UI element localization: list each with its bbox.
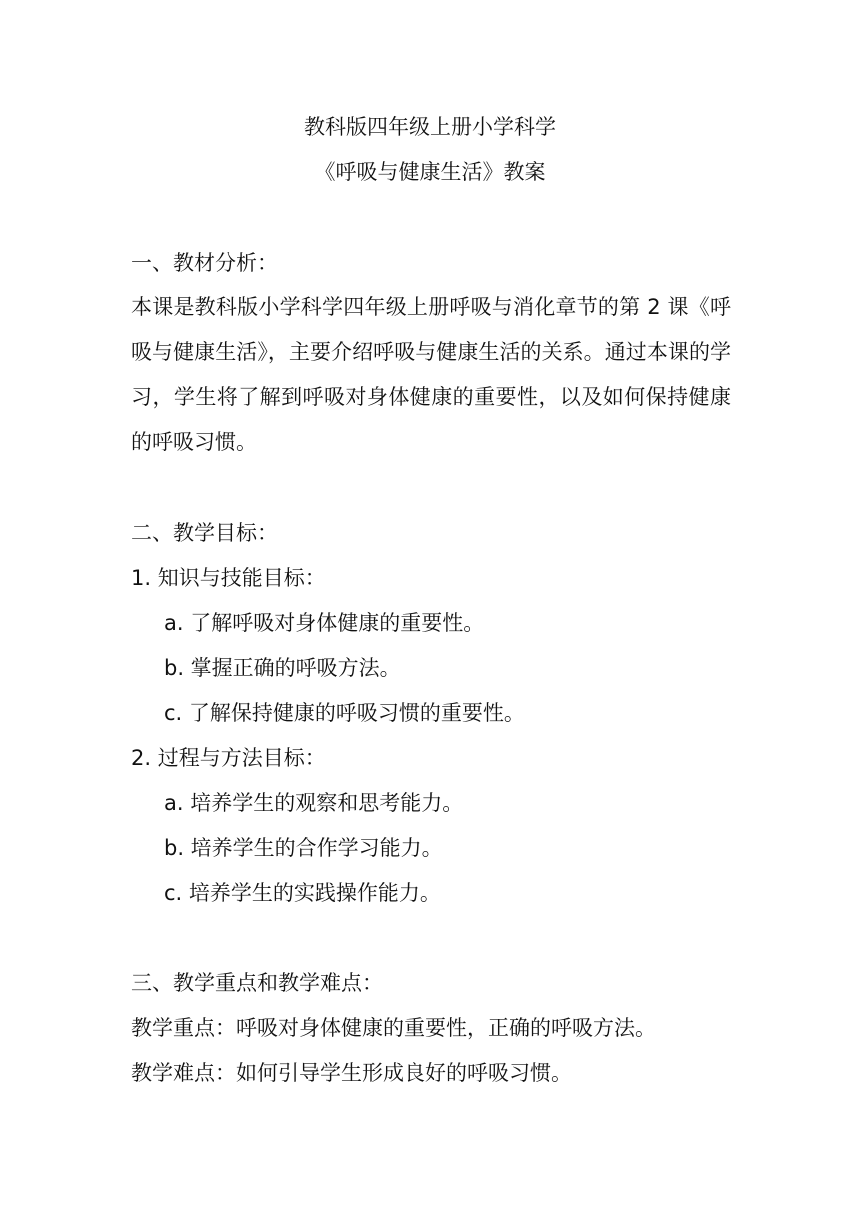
goal-knowledge-item-a: a. 了解呼吸对身体健康的重要性。 [164,611,485,635]
goal-knowledge-item-b: b. 掌握正确的呼吸方法。 [164,656,401,680]
goal-process-item-a: a. 培养学生的观察和思考能力。 [164,791,464,815]
section-heading-key-points: 三、教学重点和教学难点： [131,971,383,995]
teaching-key-point: 教学重点：呼吸对身体健康的重要性，正确的呼吸方法。 [131,1016,656,1040]
section-heading-goals: 二、教学目标： [131,521,278,545]
goal-process-label: 2. 过程与方法目标： [131,746,326,770]
document-subtitle: 《呼吸与健康生活》教案 [314,160,546,184]
goal-knowledge-label: 1. 知识与技能目标： [131,566,326,590]
goal-process-item-c: c. 培养学生的实践操作能力。 [164,881,441,905]
section-heading-materials: 一、教材分析： [131,251,278,275]
teaching-difficulty: 教学难点：如何引导学生形成良好的呼吸习惯。 [131,1061,572,1085]
goal-knowledge-item-c: c. 了解保持健康的呼吸习惯的重要性。 [164,701,525,725]
document-title: 教科版四年级上册小学科学 [304,115,556,139]
materials-paragraph: 本课是教科版小学科学四年级上册呼吸与消化章节的第 2 课《呼吸与健康生活》，主要介绍呼吸与健康生活的关系。通过本课的学习，学生将了解到呼吸对身体健康的重要性，以及如何保持健康的呼吸习惯。 [131,295,731,454]
goal-process-item-b: b. 培养学生的合作学习能力。 [164,836,443,860]
